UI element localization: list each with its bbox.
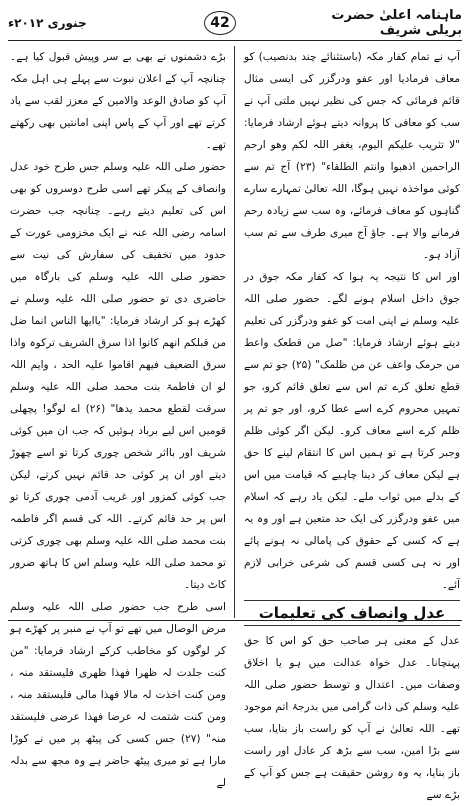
section-heading: عدل وانصاف کی تعلیمات (244, 600, 460, 626)
left-column (10, 46, 227, 789)
magazine-title: ماہنامہ اعلیٰ حضرت بریلی شریف (331, 8, 462, 38)
paragraph-justice: عدل کے معنی ہر صاحب حق کو اس کا حق پہنچانا۔ عدل خواہ عدالت میں ہو یا اخلاق وصفات میں۔ اعتدال و توسط حضور صلی اللہ علیہ وسلم کی ذات گرامی میں بدرجۂ اتم موجود تھے۔ اللہ تعالیٰ نے آپ کو راست باز بنایا، سب سے بڑا امین، سب سے بڑھ کر عادل اور راست باز بنایا، یہ وہ روشن حقیقت ہے جس کو آپ کے بڑے سے (244, 635, 460, 801)
column-divider (234, 46, 235, 618)
issue-date: جنوری ۲۰۱۲ء (8, 16, 87, 30)
paragraph-trust: بڑے دشمنوں نے بھی بے سر وپیش قبول کیا ہے۔ چنانچہ آپ کے اعلان نبوت سے پہلے ہی اہل مکہ آپ کو صادق الوعد والامین کے معزز لقب سے یاد کرتے تھے اور آپ کے پاس اپنی امانتیں بھی رکھتے تھے۔ (10, 51, 226, 151)
paragraph-pardon-teaching: اور اس کا نتیجہ یہ ہوا کہ کفار مکہ جوق در جوق داخل اسلام ہونے لگے۔ حضور صلی اللہ علیہ وسلم نے اپنی امت کو عفو ودرگزر کی تعلیم دیتے ہوئے ارشاد فرمایا: "صل من قطعک واعط من حرمک واعف عن من ظلمک" (۲۵) جو تم سے قطع تعلق کرے تم اس سے تعلق قائم کرو، جو تمہیں محروم کرے اسے عطا کرو، اور جو تم پر ظلم کرے اسے معاف کرو۔ لیکن اگر کوئی ظلم وجبر کرتا ہے تو ہمیں اس کا انتقام لینے کا حق ہے لیکن معاف کر دینا چاہیے کہ قیامت میں اس کے بدلے میں ثواب ملے۔ لیکن یاد رہے کہ اسلام میں عفو ودرگزر کی ایک حد متعین ہے اور وہ یہ ہے کہ کسی کے حقوق کی پامالی نہ ہونے پائے اور نہ ہی کسی قسم کی شرعی خرابی لازم آئے۔ (244, 271, 461, 591)
footer-rule (8, 620, 462, 621)
header-rule (8, 40, 462, 41)
right-column (244, 46, 461, 801)
page-number: 42 (204, 11, 236, 35)
paragraph-forgiveness: آپ نے تمام کفار مکہ (باستثنائے چند بدنصیب) کو معاف فرمادیا اور عفو ودرگزر کی ایسی مثال قائم فرمائی کہ جس کی نظیر نہیں ملتی آپ نے سب کو معافی کا پروانہ دیتے ہوئے ارشاد فرمایا: "لا تثریب علیکم الیوم، یغفر اللہ لکم وھو ارحم الراحمین اذھبوا وانتم الطلقاء" (۲۳) آج تم سے کوئی مواخذہ نہیں ہوگا، اللہ تعالیٰ تمہارے سارے گناہوں کو معاف فرمائے، وہ سب سے زیادہ رحم فرمانے والا ہے۔ جاؤ آج میری طرف سے تم سب آزاد ہو۔ (244, 51, 460, 261)
paragraph-final-illness: اسی طرح جب حضور صلی اللہ علیہ وسلم مرض الوصال میں تھے تو آپ نے منبر پر کھڑے ہو کر لوگوں کو مخاطب کرکے ارشاد فرمایا: "من کنت جلدت لہ ظھرا فھذا ظھری فلیستقد منہ ، ومن کنت اخذت لہ مالا فھذا مالی فلیستقد منہ ، ومن کنت شتمت لہ عرضا فھذا عرضی فلیستقد منہ" (۲۷) جس کسی کی پیٹھ پر میں نے کوڑا مارا ہے تو میری پیٹھ حاضر ہے وہ مجھ سے بدلہ لے (10, 601, 227, 789)
page-header (8, 8, 462, 38)
paragraph-justice-hadith: حضور صلی اللہ علیہ وسلم جس طرح خود عدل وانصاف کے پیکر تھے اسی طرح دوسروں کو بھی اس کی تعلیم دیتے رہے۔ چنانچہ جب حضرت اسامہ رضی اللہ عنہ نے ایک مخزومی عورت کے حدود میں تخفیف کی سفارش کی نیت سے حضور صلی اللہ علیہ وسلم کی بارگاہ میں حاضری دی تو حضور صلی اللہ علیہ وسلم نے کھڑے ہو کر ارشاد فرمایا: "یاایھا الناس انما ضل من قبلکم انھم کانوا اذا سرق الشریف ترکوہ واذا سرق الضعیف فیھم اقاموا علیہ الحد ، وایم اللہ لو ان فاطمۃ بنت محمد صلی اللہ علیہ وسلم سرقت لقطع محمد یدھا" (۲۶) اے لوگو! پچھلی قومیں اس لیے برباد ہوئیں کہ جب ان میں کوئی شریف اور بااثر شخص چوری کرتا تو اسے چھوڑ دیتے اور ان پر کوئی حد قائم نہیں کرتے، لیکن جب کوئی کمزور اور غریب آدمی چوری کرتا تو اس پر حد قائم کرتے۔ اللہ کی قسم اگر فاطمہ بنت محمد صلی اللہ علیہ وسلم بھی چوری کرتی تو محمد صلی اللہ علیہ وسلم اس کا ہاتھ ضرور کاٹ دیتا۔ (10, 161, 226, 591)
